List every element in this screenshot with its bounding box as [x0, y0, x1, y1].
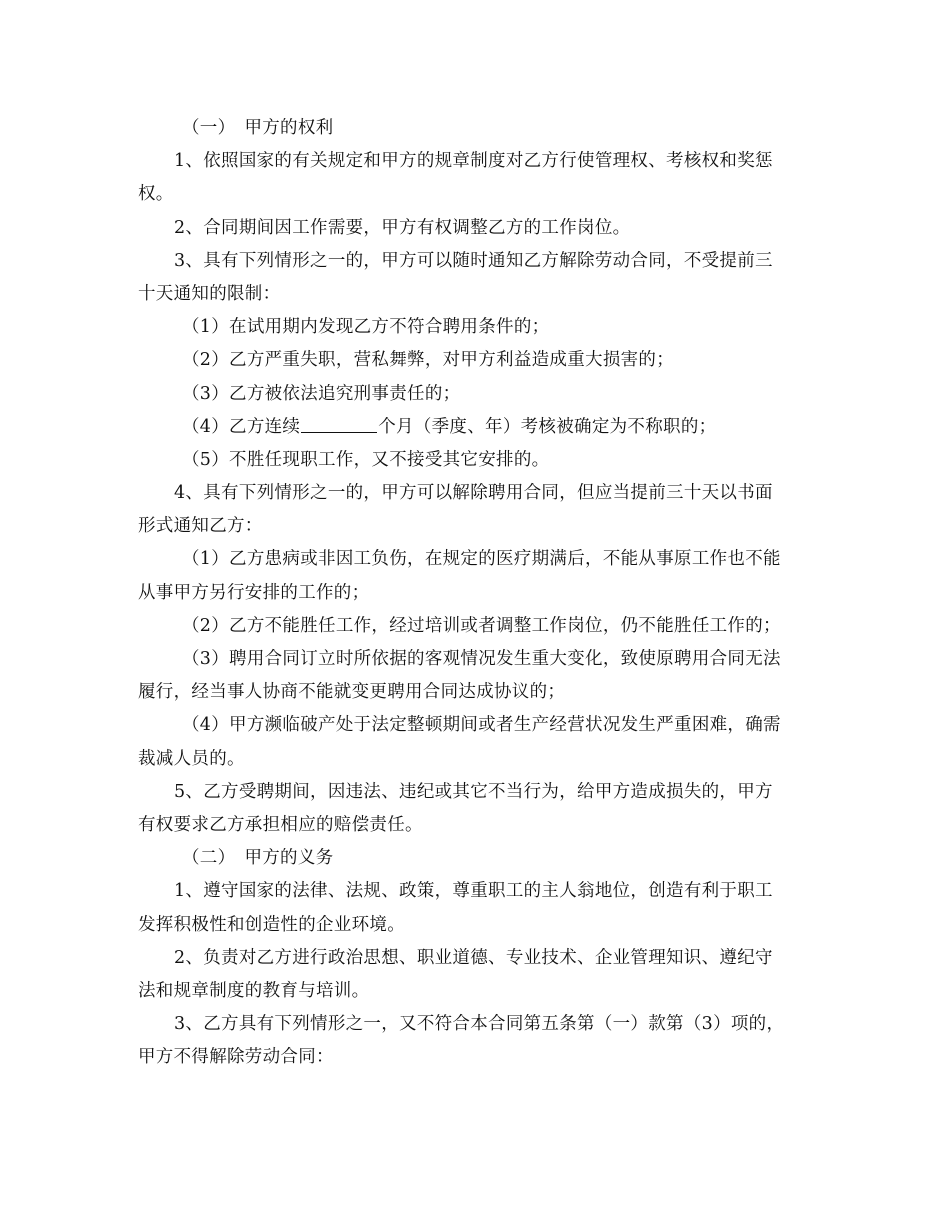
paragraph-line: 甲方不得解除劳动合同： [138, 1047, 334, 1068]
list-item: （2）乙方严重失职，营私舞弊，对甲方利益造成重大损害的； [182, 350, 675, 371]
section-heading-rights: （一） 甲方的权利 [182, 118, 334, 138]
paragraph-line: 发挥积极性和创造性的企业环境。 [138, 914, 405, 935]
section-heading-obligations: （二） 甲方的义务 [182, 848, 334, 869]
list-item: （3）乙方被依法追究刑事责任的； [182, 383, 461, 404]
document-page [138, 112, 816, 1074]
paragraph-line: 3、具有下列情形之一的，甲方可以随时通知乙方解除劳动合同，不受提前三 [174, 250, 773, 271]
paragraph-line: 2、合同期间因工作需要，甲方有权调整乙方的工作岗位。 [174, 217, 631, 238]
list-item: （1）在试用期内发现乙方不符合聘用条件的； [182, 317, 550, 338]
paragraph-line: 有权要求乙方承担相应的赔偿责任。 [138, 814, 423, 835]
list-item-continuation: 从事甲方另行安排的工作的； [138, 582, 370, 603]
paragraph-line: 1、依照国家的有关规定和甲方的规章制度对乙方行使管理权、考核权和奖惩 [174, 151, 773, 172]
paragraph-line: 5、乙方受聘期间，因违法、违纪或其它不当行为，给甲方造成损失的，甲方 [174, 781, 773, 802]
paragraph-line: 形式通知乙方： [138, 516, 263, 537]
paragraph-line: 法和规章制度的教育与培训。 [138, 980, 370, 1001]
list-item-continuation: 履行，经当事人协商不能就变更聘用合同达成协议的； [138, 682, 566, 703]
list-item: （1）乙方患病或非因工负伤，在规定的医疗期满后，不能从事原工作也不能 [182, 549, 781, 570]
list-item-text: 个月（季度、年）考核被确定为不称职的； [378, 416, 717, 437]
paragraph-line: 1、遵守国家的法律、法规、政策，尊重职工的主人翁地位，创造有利于职工 [174, 881, 773, 902]
list-item-text: （4）乙方连续 [182, 416, 301, 437]
list-item: （4）甲方濒临破产处于法定整顿期间或者生产经营状况发生严重困难，确需 [182, 715, 781, 736]
paragraph-line: 权。 [138, 184, 174, 205]
list-item-continuation: 裁减人员的。 [138, 748, 245, 769]
paragraph-line: 十天通知的限制： [138, 283, 281, 304]
list-item [138, 411, 816, 444]
paragraph-line: 3、乙方具有下列情形之一，又不符合本合同第五条第（一）款第（3）项的， [174, 1014, 785, 1035]
paragraph-line: 2、负责对乙方进行政治思想、职业道德、专业技术、企业管理知识、遵纪守 [174, 947, 773, 968]
list-item: （2）乙方不能胜任工作，经过培训或者调整工作岗位，仍不能胜任工作的； [182, 615, 781, 636]
fill-in-blank [301, 416, 377, 433]
list-item: （5）不胜任现职工作，又不接受其它安排的。 [182, 449, 550, 470]
list-item: （3）聘用合同订立时所依据的客观情况发生重大变化，致使原聘用合同无法 [182, 649, 781, 669]
paragraph-line: 4、具有下列情形之一的，甲方可以解除聘用合同，但应当提前三十天以书面 [174, 483, 773, 504]
